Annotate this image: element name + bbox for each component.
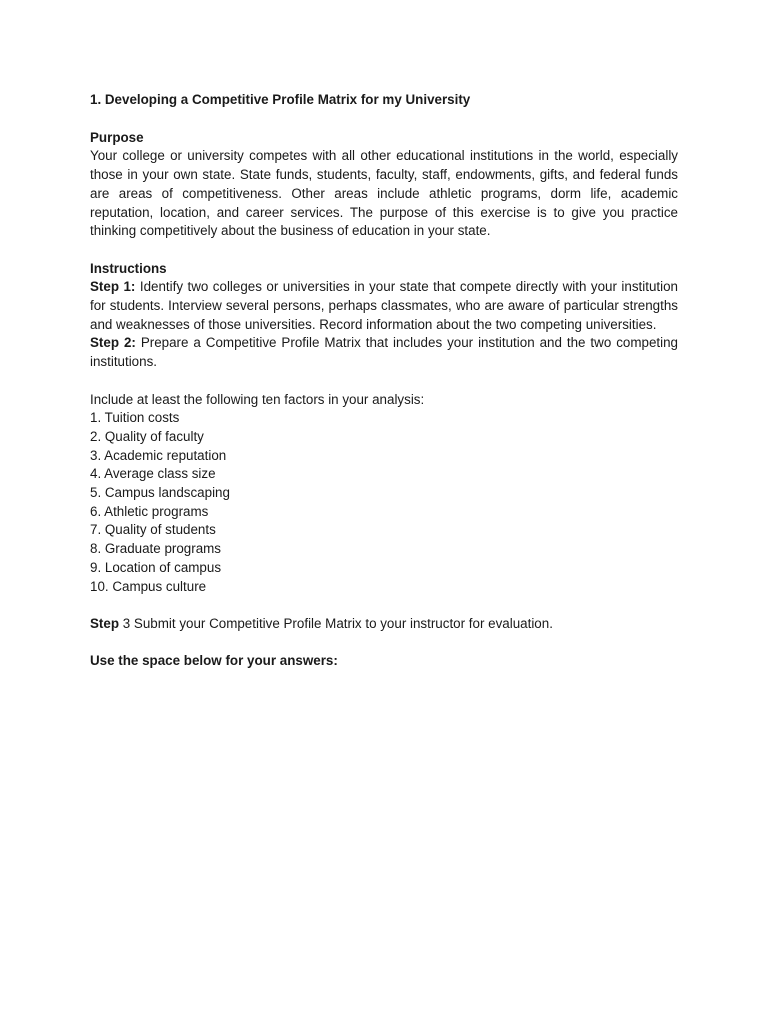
spacer	[90, 241, 678, 260]
step-2-paragraph	[90, 334, 678, 371]
purpose-paragraph: Your college or university competes with all other educational institutions in the world, especially those in your own state. State funds, students, faculty, staff, endowments, gifts, and federal funds are areas of competitiveness. Other areas include athletic programs, dorm life, academic reputation, location, and career services. The purpose of this exercise is to give you practice thinking competitively about the business of education in your state.	[90, 148, 678, 239]
step-3-paragraph	[90, 615, 678, 634]
step-1-paragraph	[90, 278, 678, 334]
step-3-text: 3 Submit your Competitive Profile Matrix to your instructor for evaluation.	[119, 615, 553, 631]
step-1-text: Identify two colleges or universities in your state that compete directly with your institution for students. Interview several persons, perhaps classmates, who are aware of particular strengths and weaknesses of those universities. Record information about the two competing universities.	[90, 279, 678, 332]
list-item: 10. Campus culture	[90, 578, 207, 594]
answers-prompt: Use the space below for your answers:	[90, 653, 338, 669]
list-item: 9. Location of campus	[90, 559, 222, 575]
factors-intro: Include at least the following ten factors in your analysis:	[90, 391, 425, 407]
list-item: 5. Campus landscaping	[90, 485, 230, 501]
step-3-label: Step	[90, 615, 120, 631]
list-item: 8. Graduate programs	[90, 541, 221, 557]
list-item: 1. Tuition costs	[90, 410, 180, 426]
spacer	[90, 596, 678, 615]
answer-space[interactable]	[90, 671, 678, 971]
step-2-text: Prepare a Competitive Profile Matrix that includes your institution and the two competing institutions.	[90, 335, 678, 370]
document-title: 1. Developing a Competitive Profile Matrix for my University	[90, 92, 471, 107]
list-item: 6. Athletic programs	[90, 503, 209, 519]
spacer	[90, 372, 678, 391]
list-item: 3. Academic reputation	[90, 447, 227, 463]
document-page	[90, 91, 678, 971]
spacer	[90, 634, 678, 653]
step-2-label: Step 2:	[90, 335, 136, 351]
list-item: 4. Average class size	[90, 466, 216, 482]
factor-list	[90, 409, 678, 596]
step-1-label: Step 1:	[90, 279, 136, 295]
purpose-heading: Purpose	[90, 129, 144, 145]
list-item: 2. Quality of faculty	[90, 428, 204, 444]
list-item: 7. Quality of students	[90, 522, 216, 538]
instructions-heading: Instructions	[90, 260, 167, 276]
